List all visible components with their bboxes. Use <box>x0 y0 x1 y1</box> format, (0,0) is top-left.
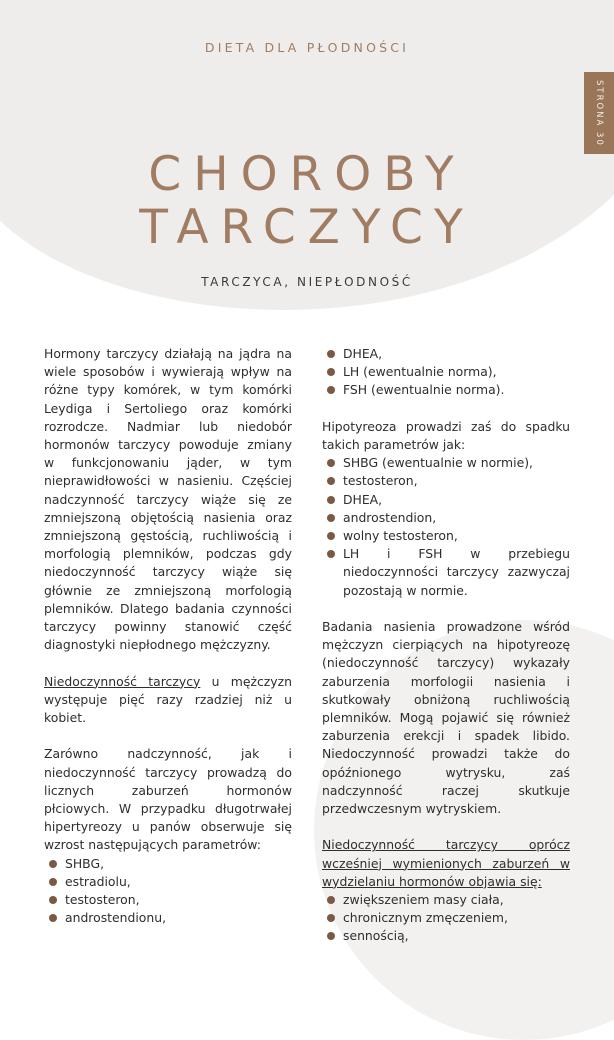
list-item: zwiększeniem masy ciała, <box>322 891 570 909</box>
list-item: androstendionu, <box>44 909 292 927</box>
list-item: sennością, <box>322 927 570 945</box>
list-item: SHBG, <box>44 855 292 873</box>
list-item: wolny testosteron, <box>322 527 570 545</box>
hypothyroid-decrease-paragraph: Hipotyreoza prowadzi zaś do spadku takich parametrów jak: <box>322 418 570 452</box>
paragraph-rest: u mężczyzn występuje pięć razy rzadziej niż u kobiet. <box>44 673 293 726</box>
page-subtitle: TARCZYCA, NIEPŁODNOŚĆ <box>201 275 413 289</box>
list-item: estradiolu, <box>44 873 292 891</box>
title-line-2: TARCZYCY <box>139 200 475 255</box>
list-item: androstendion, <box>322 509 570 527</box>
page-number-label: STRONA 30 <box>594 79 604 147</box>
hypothyroid-params-list <box>322 454 570 600</box>
list-item: chronicznym zmęczeniem, <box>322 909 570 927</box>
title-line-1: CHOROBY <box>148 147 466 202</box>
semen-study-paragraph: Badania nasienia prowadzone wśród mężczyzn cierpiących na hipotyreozę (niedoczynność tarczycy) wykazały zaburzenia morfologii nasienia i skutkowały obniżoną ruchliwością plemników. Mogą pojawić się również zaburzenia erekcji i spadek libido. Niedoczynność prowadzi także do opóźnionego wytrysku, zaś nadczynność raczej skutkuje przedwczesnym wytryskiem. <box>322 619 570 817</box>
list-item: DHEA, <box>322 345 570 363</box>
intro-paragraph: Hormony tarczycy działają na jądra na wiele sposobów i wywierają wpływ na różne typy komórek, w tym komórki Leydiga i Sertoliego oraz komórki rozrodcze. Nadmiar lub niedobór hormonów tarczycy powoduje zmiany w funkcjonowaniu jąder, w tym nieprawidłowości w nasieniu. Częściej nadczynność tarczycy wiąże się ze zmniejszoną objętością nasienia oraz zmniejszoną gęstością, ruchliwością i morfologią plemników, podczas gdy niedoczynność tarczycy wiąże się głównie ze zmniejszoną morfologią plemników. Dlatego badania czynności tarczycy powinny stanowić część diagnostyki niepłodnego mężczyzny. <box>44 346 292 653</box>
page-title <box>0 148 614 254</box>
underlined-term: Niedoczynność tarczycy <box>44 673 201 689</box>
hypothyroid-frequency-paragraph <box>44 673 292 728</box>
list-item: testosteron, <box>44 891 292 909</box>
page-number-tab <box>584 72 614 154</box>
hyperthyroid-params-list <box>44 855 292 928</box>
right-column <box>322 345 570 946</box>
hormone-disorders-paragraph: Zarówno nadczynność, jak i niedoczynność tarczycy prowadzą do licznych zaburzeń hormonów płciowych. W przypadku długotrwałej hipertyreozy u panów obserwuje się wzrost następujących parametrów: <box>44 746 292 853</box>
hypothyroid-symptoms-intro: Niedoczynność tarczycy oprócz wcześniej wymienionych zaburzeń w wydzielaniu hormonów objawia się: <box>322 837 570 889</box>
list-item: DHEA, <box>322 491 570 509</box>
list-item: SHBG (ewentualnie w normie), <box>322 454 570 472</box>
list-item: FSH (ewentualnie norma). <box>322 381 570 399</box>
left-column <box>44 345 292 927</box>
list-item: LH (ewentualnie norma), <box>322 363 570 381</box>
list-item: LH i FSH w przebiegu niedoczynności tarczycy zazwyczaj pozostają w normie. <box>322 545 570 600</box>
hypothyroid-symptoms-list <box>322 891 570 946</box>
hyperthyroid-params-list-cont <box>322 345 570 400</box>
book-kicker: DIETA DLA PŁODNOŚCI <box>204 40 410 55</box>
list-item: testosteron, <box>322 472 570 490</box>
